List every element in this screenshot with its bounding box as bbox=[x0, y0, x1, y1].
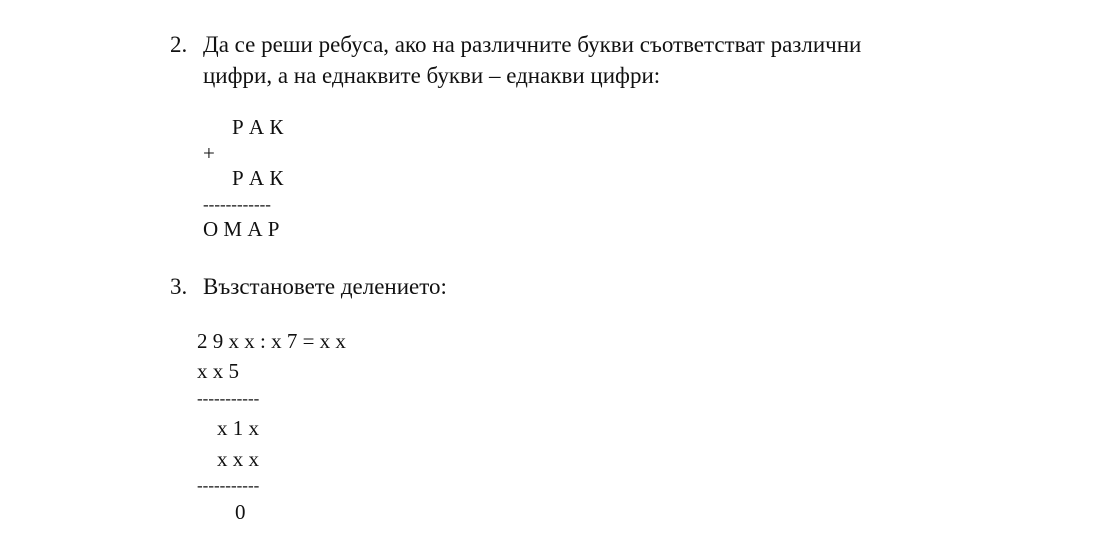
problem-2-text-line-2: цифри, а на еднаквите букви – еднакви цифри: bbox=[203, 63, 661, 88]
division-separator-1: ----------- bbox=[197, 389, 260, 408]
division-first-subtrahend: x x 5 bbox=[197, 359, 239, 383]
division-final-remainder: 0 bbox=[235, 500, 246, 524]
rebus-plus-sign: + bbox=[203, 141, 215, 165]
division-equation: 2 9 x x : x 7 = x x bbox=[197, 329, 346, 353]
rebus-addend-1: Р А К bbox=[232, 115, 284, 139]
division-separator-2: ----------- bbox=[197, 476, 260, 495]
problem-3-number: 3. bbox=[170, 274, 188, 299]
problem-2-number: 2. bbox=[170, 32, 188, 57]
division-second-subtrahend: x x x bbox=[217, 447, 259, 471]
rebus-addend-2: Р А К bbox=[232, 166, 284, 190]
division-remainder-row: x 1 x bbox=[217, 416, 259, 440]
problem-3-text-line-1: Възстановете делението: bbox=[203, 274, 447, 299]
rebus-separator: ------------ bbox=[203, 195, 271, 214]
rebus-result: О М А Р bbox=[203, 217, 280, 241]
problem-2-text-line-1: Да се реши ребуса, ако на различните букви съответстват различни bbox=[203, 32, 862, 57]
